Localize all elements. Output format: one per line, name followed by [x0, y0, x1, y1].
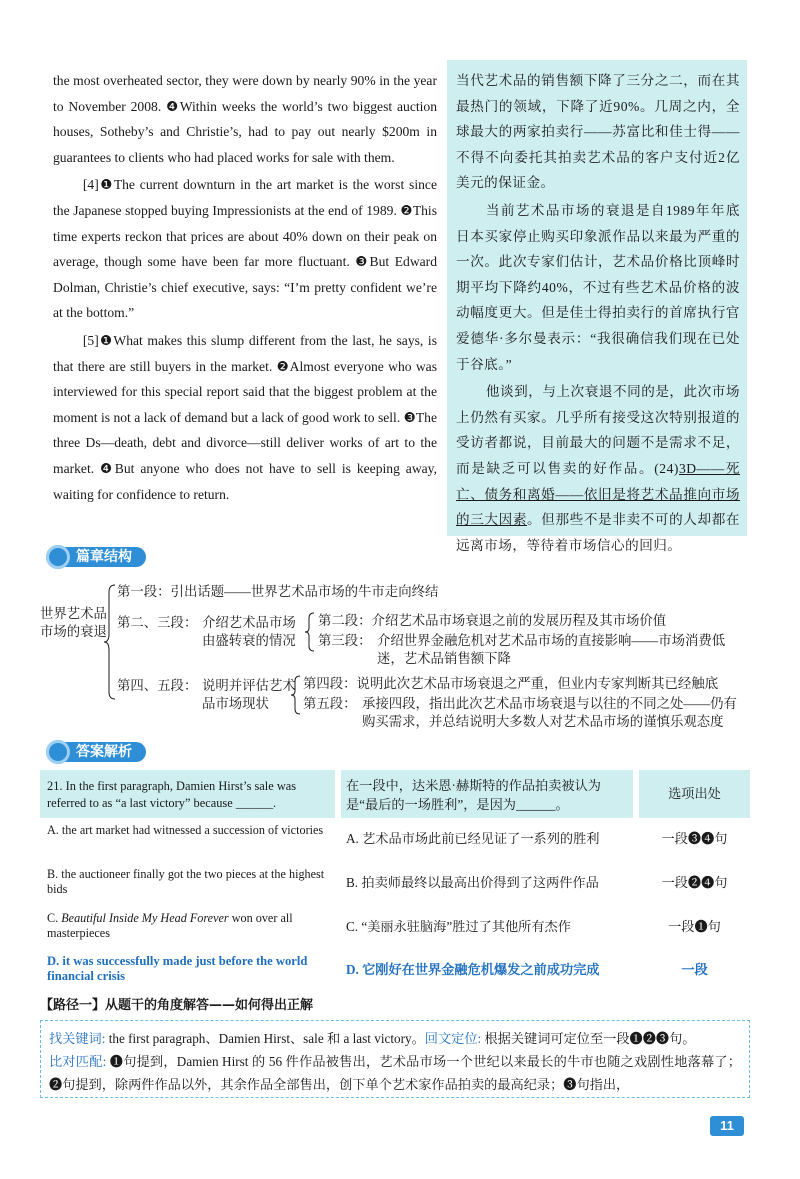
english-para-5: [5]❶What makes this slump different from the last, he says, is that there are still buyers in the market. ❷Almost everyone who was interviewed for this special report said that the biggest problem at the moment is not a lack of demand but a lack of good work to sell. ❸The three Ds—death, debt and divorce—still deliver works of art to the market. ❹But anyone who does not have to sell is keeping away, waiting for confidence to return.	[53, 332, 437, 502]
para-2-summary: 第二段：介绍艺术品市场衰退之前的发展历程及其市场价值	[318, 613, 667, 628]
para-5-label: 第五段：	[303, 696, 357, 711]
chinese-para-1: 当代艺术品的销售额下降了三分之二，而在其最热门的领域，下降了近90%。几周之内，全球最大的两家拍卖行——苏富比和佳士得——不得不向委托其拍卖艺术品的客户支付近2亿美元的保证金。	[456, 73, 740, 191]
brace-icon	[304, 612, 316, 652]
option-c-source: 一段❶句	[668, 919, 721, 934]
section-tag-answers	[46, 740, 186, 764]
question-stem-cn: 在一段中，达米恩·赫斯特的作品拍卖被认为是“最后的一场胜利”，是因为______。	[346, 778, 601, 812]
option-b-source: 一段❷❹句	[661, 875, 728, 890]
section-title: 答案解析	[56, 742, 146, 762]
para-3-summary: 介绍世界金融危机对艺术品市场的直接影响——市场消费低迷，艺术品销售额下降	[377, 633, 726, 666]
english-para-continued: the most overheated sector, they were down by nearly 90% in the year to November 2008. ❹Within weeks the world’s two biggest auction houses, Sotheby’s and Christie’s, had to pay out nearly $200m in guarantees to clients who had placed works for sale with them.	[53, 73, 437, 165]
branch-3-desc: 说明并评估艺术品市场现状	[202, 678, 296, 711]
para-3-label: 第三段：	[318, 633, 372, 648]
option-b-cn: B. 拍卖师最终以最高出价得到了这两件作品	[346, 875, 599, 890]
english-para-4: [4]❶The current downturn in the art market is the worst since the Japanese stopped buying Impressionists at the end of 1989. ❷This time experts reckon that prices are about 40% down on their peak on average, though some have been far more fluctuant. ❸But Edward Dolman, Christie’s chief executive, says: “I’m pretty confident we’re at the bottom.”	[53, 177, 437, 321]
para-4-summary: 第四段：说明此次艺术品市场衰退之严重，但业内专家判断其已经触底	[303, 676, 719, 691]
brace-icon	[290, 675, 302, 715]
option-d-cn: D. 它刚好在世界金融危机爆发之前成功完成	[346, 962, 600, 977]
path-box	[40, 1020, 750, 1098]
bubble-icon	[46, 740, 70, 764]
question-table	[40, 770, 750, 990]
option-d-en: D. it was successfully made just before the world financial crisis	[47, 954, 308, 983]
brace-icon	[103, 584, 117, 700]
source-header: 选项出处	[668, 786, 721, 801]
english-column	[53, 68, 437, 507]
branch-1: 第一段：引出话题——世界艺术品市场的牛市走向终结	[117, 584, 439, 599]
bubble-icon	[46, 545, 70, 569]
page-number: 11	[710, 1116, 744, 1136]
path-title: 【路径一】从题干的角度解答——如何得出正解	[40, 998, 314, 1013]
option-c-en: C. Beautiful Inside My Head Forever won over all masterpieces	[47, 911, 293, 940]
para-5-summary: 承接四段，指出此次艺术品市场衰退与以往的不同之处——仍有购买需求，并总结说明大多数人对艺术品市场的谨慎乐观态度	[362, 696, 737, 729]
section-tag-structure	[46, 545, 186, 569]
question-stem-en: 21. In the first paragraph, Damien Hirst’s sale was referred to as “a last victory” because ______.	[47, 779, 297, 810]
option-c-cn: C. “美丽永驻脑海”胜过了其他所有杰作	[346, 919, 571, 934]
option-b-en: B. the auctioneer finally got the two pieces at the highest bids	[47, 867, 325, 896]
chinese-para-2: 当前艺术品市场的衰退是自1989年年底日本买家停止购买印象派作品以来最为严重的一次。此次专家们估计，艺术品价格比顶峰时期平均下降约40%，不过有些艺术品价格的波动幅度更大。但是佳士得拍卖行的首席执行官爱德华·多尔曼表示：“我很确信我们现在已处于谷底。”	[456, 202, 740, 372]
option-a-source: 一段❸❹句	[661, 831, 728, 846]
option-d-source: 一段	[681, 962, 708, 977]
branch-3-label: 第四、五段：	[117, 678, 198, 693]
underlined-sentence: 3D——死亡、债务和离婚——依旧是将艺术品推向市场的三大因素	[456, 460, 740, 528]
chinese-translation-box	[447, 60, 747, 553]
section-title: 篇章结构	[56, 547, 146, 567]
keyword-line: 找关键词: the first paragraph、Damien Hirst、sale 和 a last victory。回文定位: 根据关键词可定位至一段❶❷❸句。	[49, 1031, 696, 1046]
chinese-para-3: 他谈到，与上次衰退不同的是，此次市场上仍然有买家。几乎所有接受这次特别报道的受访者都说，目前最大的问题不是需求不足，而是缺乏可以售卖的好作品。(24)3D——死亡、债务和离婚——依旧是将艺术品推向市场的三大因素。但那些不是非卖不可的人却都在远离市场，等待着市场信心的回归。	[456, 384, 741, 553]
compare-text: 比对匹配: ❶句提到，Damien Hirst 的 56 件作品被售出，艺术品市场一个世纪以来最长的牛市也随之戏剧性地落幕了；❷句提到，除两件作品以外，其余作品全部售出，创下单个艺术家作品拍卖的最高纪录；❸句指出，	[49, 1054, 741, 1092]
structure-root: 世界艺术品市场的衰退	[40, 606, 107, 639]
branch-2-label: 第二、三段：	[117, 615, 198, 630]
branch-2-desc: 介绍艺术品市场由盛转衰的情况	[202, 615, 296, 648]
option-a-cn: A. 艺术品市场此前已经见证了一系列的胜利	[346, 831, 600, 846]
option-a-en: A. the art market had witnessed a succession of victories	[47, 823, 324, 837]
